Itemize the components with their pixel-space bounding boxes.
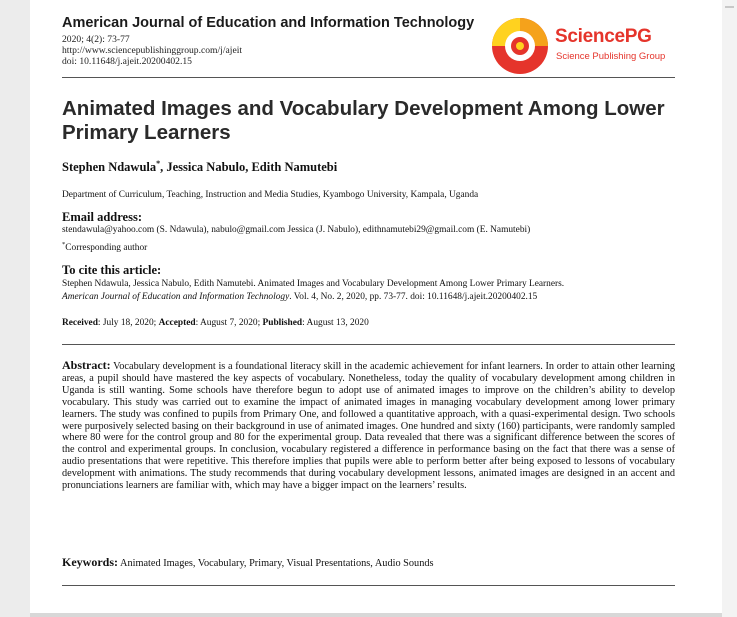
keywords: [62, 555, 434, 570]
abstract: [62, 360, 675, 492]
abstract-label: Abstract:: [62, 358, 111, 372]
journal-doi: doi: 10.11648/j.ajeit.20200402.15: [62, 56, 192, 67]
accepted-label: Accepted: [158, 318, 196, 328]
published-date: : August 13, 2020: [302, 318, 369, 328]
affiliation: Department of Curriculum, Teaching, Instruction and Media Studies, Kyambogo University, Kampala, Uganda: [62, 190, 479, 200]
cite-line-2: [62, 292, 537, 304]
pdf-page: [30, 0, 722, 617]
received-date: : July 18, 2020;: [97, 318, 159, 328]
cite-heading: To cite this article:: [62, 263, 162, 277]
sciencepg-logo-icon: [490, 16, 550, 76]
scrollbar-thumb[interactable]: [725, 6, 734, 8]
corresponding-note-text: Corresponding author: [65, 243, 148, 254]
author-list: [62, 159, 337, 175]
publisher-subtitle: Science Publishing Group: [556, 51, 666, 62]
cite-details: . Vol. 4, No. 2, 2020, pp. 73-77. doi: 10.11648/j.ajeit.20200402.15: [289, 292, 538, 302]
publisher-brand: SciencePG: [555, 26, 652, 47]
page-bottom-edge: [30, 613, 722, 617]
corresponding-note-mark: *: [62, 241, 66, 248]
other-authors: , Jessica Nabulo, Edith Namutebi: [160, 160, 338, 175]
corresponding-mark: *: [156, 159, 161, 168]
email-heading: Email address:: [62, 210, 142, 224]
email-addresses[interactable]: stendawula@yahoo.com (S. Ndawula), nabulo@gmail.com Jessica (J. Nabulo), edithnamutebi29@gmail.com (E. Namutebi): [62, 225, 531, 235]
corresponding-note: [62, 239, 147, 255]
paper-title: Animated Images and Vocabulary Development Among Lower Primary Learners: [62, 97, 665, 144]
publication-dates: [62, 318, 369, 328]
keywords-label: Keywords:: [62, 555, 118, 569]
received-label: Received: [62, 318, 98, 328]
first-author: Stephen Ndawula: [62, 160, 157, 175]
keywords-text: Animated Images, Vocabulary, Primary, Visual Presentations, Audio Sounds: [120, 558, 434, 569]
journal-url[interactable]: http://www.sciencepublishinggroup.com/j/ajeit: [62, 45, 243, 56]
abstract-text: Vocabulary development is a foundational literacy skill in the academic achievement for infant learners. In order to attain other learning areas, a pupil should have mastered the key aspects of vocabulary. Nonetheless, today the quality of vocabulary development among children in Uganda is still wanting. Some schools have therefore begun to adopt use of animated images to improve on the children’s ability to develop vocabulary. This study was carried out to examine the impact of animated images in managing vocabulary development among lower primary learners. The study was confined to pupils from Primary One, and followed a quantitative approach, with a quasi-experimental design. Two schools were purposively selected basing on their background in use of animated images. One hundred and sixty (160) participants, were randomly sampled where 80 were for the control group and 80 for the experimental group. Data revealed that there was a significant difference between the scores of the control and experimental groups. In conclusion, vocabulary registered a difference in performance basing on the fact that there was a sense of audio presentations that were repetitive. This therefore implies that pupils were able to perform better after being exposed to lessons of vocabulary development with animations. The study recommends that during vocabulary development lessons, animated images are designed in an accent and pronunciations learners are familiar with, which may have a bigger impact on the learners’ results.: [62, 361, 675, 492]
abstract-top-rule: [62, 344, 675, 345]
keywords-bottom-rule: [62, 585, 675, 586]
accepted-date: : August 7, 2020;: [195, 318, 263, 328]
published-label: Published: [262, 318, 303, 328]
scrollbar-track[interactable]: [722, 0, 737, 617]
header-rule: [62, 77, 675, 78]
journal-volume: 2020; 4(2): 73-77: [62, 34, 130, 45]
cite-journal: American Journal of Education and Information Technology: [62, 292, 290, 302]
cite-line-1: Stephen Ndawula, Jessica Nabulo, Edith Namutebi. Animated Images and Vocabulary Development Among Lower Primary Learners.: [62, 279, 565, 289]
journal-title: American Journal of Education and Information Technology: [62, 15, 475, 31]
